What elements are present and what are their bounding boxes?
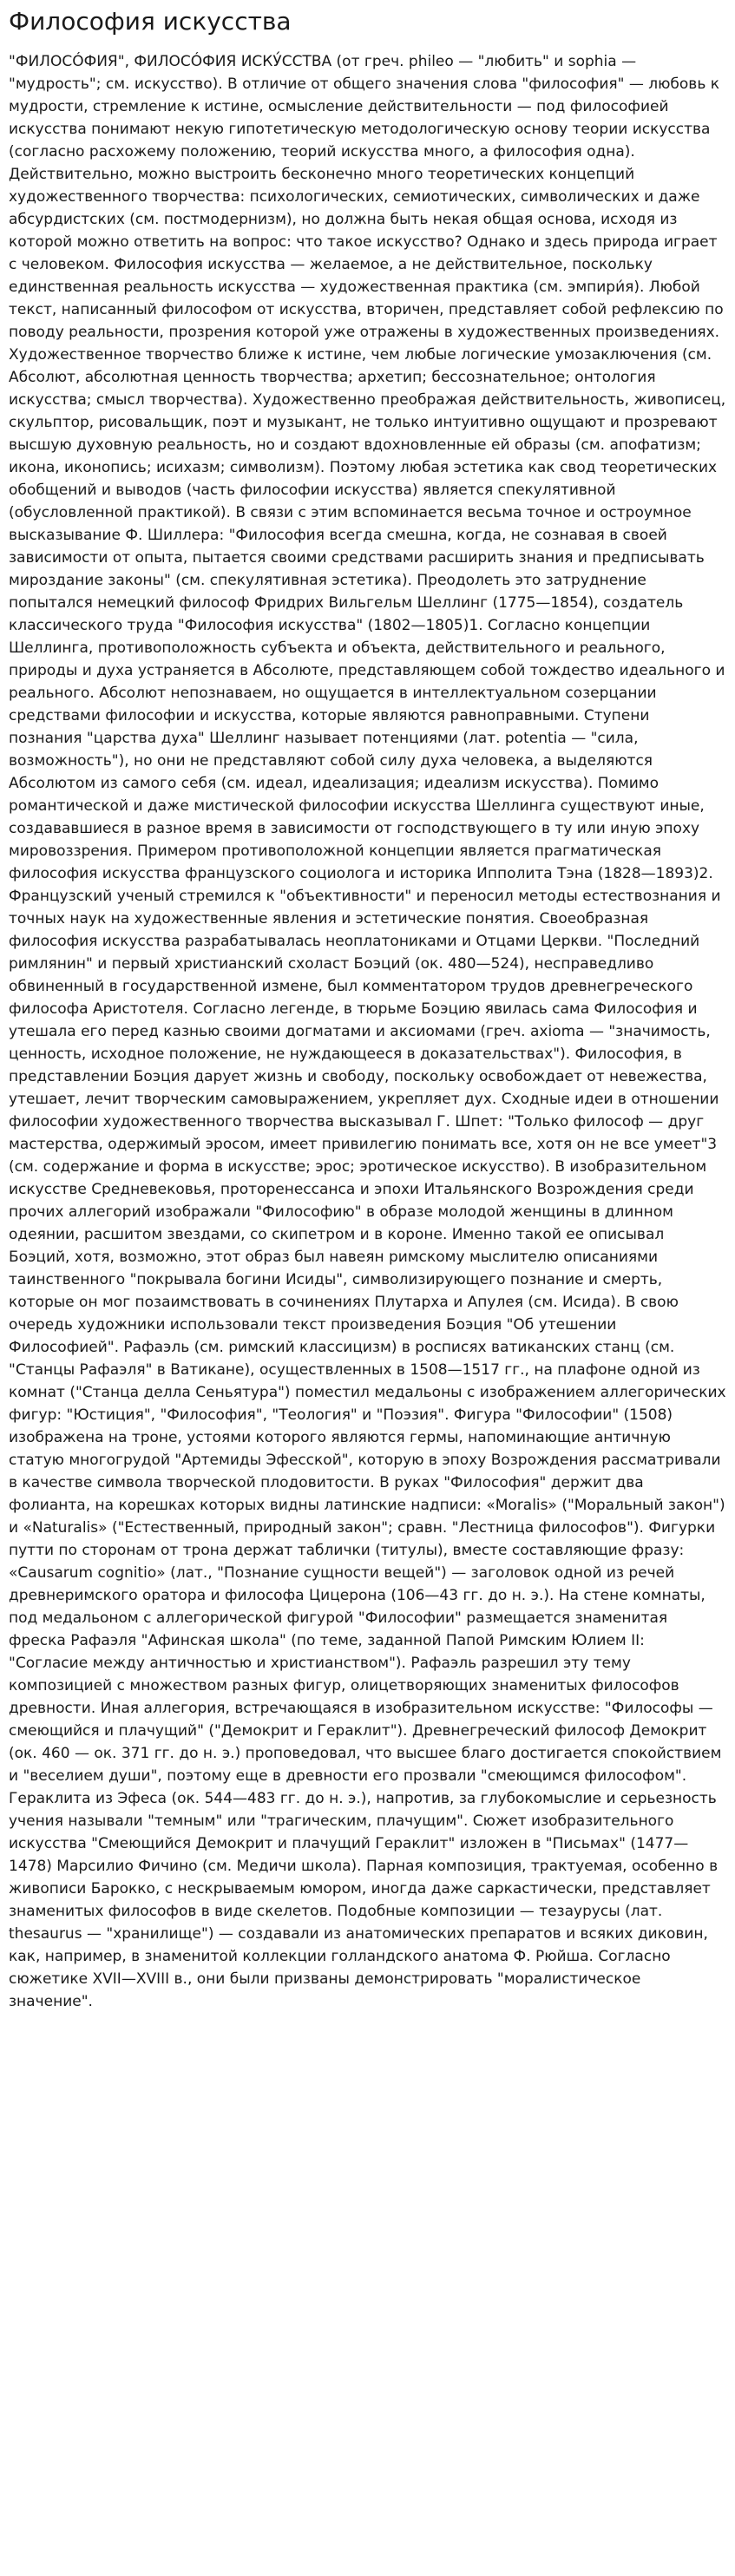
article-body: "ФИЛОСÓФИЯ", ФИЛОСÓФИЯ ИСКУ́ССТВА (от греч. phileo — "любить" и sophia — "мудрость"; см. искусство). В отличие от общего значения слова "философия" — любовь к мудрости, стремление к истине, осмысление действительности — под философией искусства понимают некую гипотетическую методологическую основу теории искусства (согласно расхожему положению, теорий искусства много, а философия одна). Действительно, можно выстроить бесконечно много теоретических концепций художественного творчества: психологических, семиотических, символических и даже абсурдистских (см. постмодернизм), но должна быть некая общая основа, исходя из которой можно ответить на вопрос: что такое искусство? Однако и здесь природа играет с человеком. Философия искусства — желаемое, а не действительное, поскольку единственная реальность искусства — художественная практика (см. эмпири́я). Любой текст, написанный философом от искусства, вторичен, представляет собой рефлексию по поводу реальности, прозрения которой уже отражены в художественных произведениях. Художественное творчество ближе к истине, чем любые логические умозаключения (см. Абсолют, абсолютная ценность творчества; архетип; бессознательное; онтология искусства; смысл творчества). Художественно преображая действительность, живописец, скульптор, рисовальщик, поэт и музыкант, не только интуитивно ощущают и прозревают высшую духовную реальность, но и создают вдохновленные ей образы (см. апофатизм; икона, иконопись; исихазм; символизм). Поэтому любая эстетика как свод теоретических обобщений и выводов (часть философии искусства) является спекулятивной (обусловленной практикой). В связи с этим вспоминается весьма точное и остроумное высказывание Ф. Шиллера: "Философия всегда смешна, когда, не сознавая в своей зависимости от опыта, пытается своими средствами расширить знания и предписывать мироздание законы" (см. спекулятивная эстетика). Преодолеть это затруднение попытался немецкий философ Фридрих Вильгельм Шеллинг (1775—1854), создатель классического труда "Философия искусства" (1802—1805)1. Согласно концепции Шеллинга, противоположность субъекта и объекта, действительного и реального, природы и духа устраняется в Абсолюте, представляющем собой тождество идеального и реального. Абсолют непознаваем, но ощущается в интеллектуальном созерцании средствами философии и искусства, которые являются равноправными. Ступени познания "царства духа" Шеллинг называет потенциями (лат. potentia — "сила, возможность"), но они не представляют собой силу духа человека, а выделяются Абсолютом из самого себя (см. идеал, идеализация; идеализм искусства). Помимо романтической и даже мистической философии искусства Шеллинга существуют иные, создававшиеся в разное время в зависимости от господствующего в ту или иную эпоху мировоззрения. Примером противоположной концепции является прагматическая философия искусства французского социолога и историка Ипполита Тэна (1828—1893)2. Французский ученый стремился к "объективности" и переносил методы естествознания и точных наук на художественные явления и эстетические понятия. Своеобразная философия искусства разрабатывалась неоплатониками и Отцами Церкви. "Последний римлянин" и первый христианский схоласт Боэций (ок. 480—524), несправедливо обвиненный в государственной измене, был комментатором трудов древнегреческого философа Аристотеля. Согласно легенде, в тюрьме Боэцию явилась сама Философия и утешала его перед казнью своими догматами и аксиомами (греч. axioma — "значимость, ценность, исходное положение, не нуждающееся в доказательствах"). Философия, в представлении Боэция дарует жизнь и свободу, поскольку освобождает от невежества, утешает, лечит творческим самовыражением, укрепляет дух. Сходные идеи в отношении философии художественного творчества высказывал Г. Шпет: "Только философ — друг мастерства, одержимый эросом, имеет привилегию понимать все, хотя он не все умеет"3 (см. содержание и форма в искусстве; эрос; эротическое искусство). В изобразительном искусстве Средневековья, проторенессанса и эпохи Итальянского Возрождения среди прочих аллегорий изображали "Философию" в образе молодой женщины в длинном одеянии, расшитом звездами, со скипетром и в короне. Именно такой ее описывал Боэций, хотя, возможно, этот образ был навеян римскому мыслителю описаниями таинственного "покрывала богини Исиды", символизирующего познание и смерть, которые он мог позаимствовать в сочинениях Плутарха и Апулея (см. Исида). В свою очередь художники использовали текст произведения Боэция "Об утешении Философией". Рафаэль (см. римский классицизм) в росписях ватиканских станц (см. "Станцы Рафаэля" в Ватикане), осуществленных в 1508—1517 гг., на плафоне одной из комнат ("Станца делла Сеньятура") поместил медальоны с изображением аллегорических фигур: "Юстиция", "Философия", "Теология" и "Поэзия". Фигура "Философии" (1508) изображена на троне, устоями которого являются гермы, напоминающие античную статую многогрудой "Артемиды Эфесской", которую в эпоху Возрождения рассматривали в качестве символа творческой плодовитости. В руках "Философия" держит два фолианта, на корешках которых видны латинские надписи: «Moralis» ("Моральный закон") и «Naturalis» ("Естественный, природный закон"; сравн. "Лестница философов"). Фигурки путти по сторонам от трона держат таблички (титулы), вместе составляющие фразу: «Causarum cognitio» (лат., "Познание сущности вещей") — заголовок одной из речей древнеримского оратора и философа Цицерона (106—43 гг. до н. э.). На стене комнаты, под медальоном с аллегорической фигурой "Философии" размещается знаменитая фреска Рафаэля "Афинская школа" (по теме, заданной Папой Римским Юлием II: "Согласие между античностью и христианством"). Рафаэль разрешил эту тему композицией с множеством разных фигур, олицетворяющих знаменитых философов древности. Иная аллегория, встречающаяся в изобразительном искусстве: "Философы — смеющийся и плачущий" ("Демокрит и Гераклит"). Древнегреческий философ Демокрит (ок. 460 — ок. 371 гг. до н. э.) проповедовал, что высшее благо достигается спокойствием и "веселием души", поэтому еще в древности его прозвали "смеющимся философом". Гераклита из Эфеса (ок. 544—483 гг. до н. э.), напротив, за глубокомыслие и серьезность учения называли "темным" или "трагическим, плачущим". Сюжет изобразительного искусства "Смеющийся Демокрит и плачущий Гераклит" изложен в "Письмах" (1477—1478) Марсилио Фичино (см. Медичи школа). Парная композиция, трактуемая, особенно в живописи Барокко, с нескрываемым юмором, иногда даже саркастически, представляет знаменитых философов в виде скелетов. Подобные композиции — тезаурусы (лат. thesaurus — "хранилище") — создавали из анатомических препаратов и всяких диковин, как, например, в знаменитой коллекции голландского анатома Ф. Рюйша. Согласно сюжетике XVII—XVIII в., они были призваны демонстрировать "моралистическое значение".: [9, 53, 726, 2010]
article-title: Философия искусства: [9, 7, 292, 36]
